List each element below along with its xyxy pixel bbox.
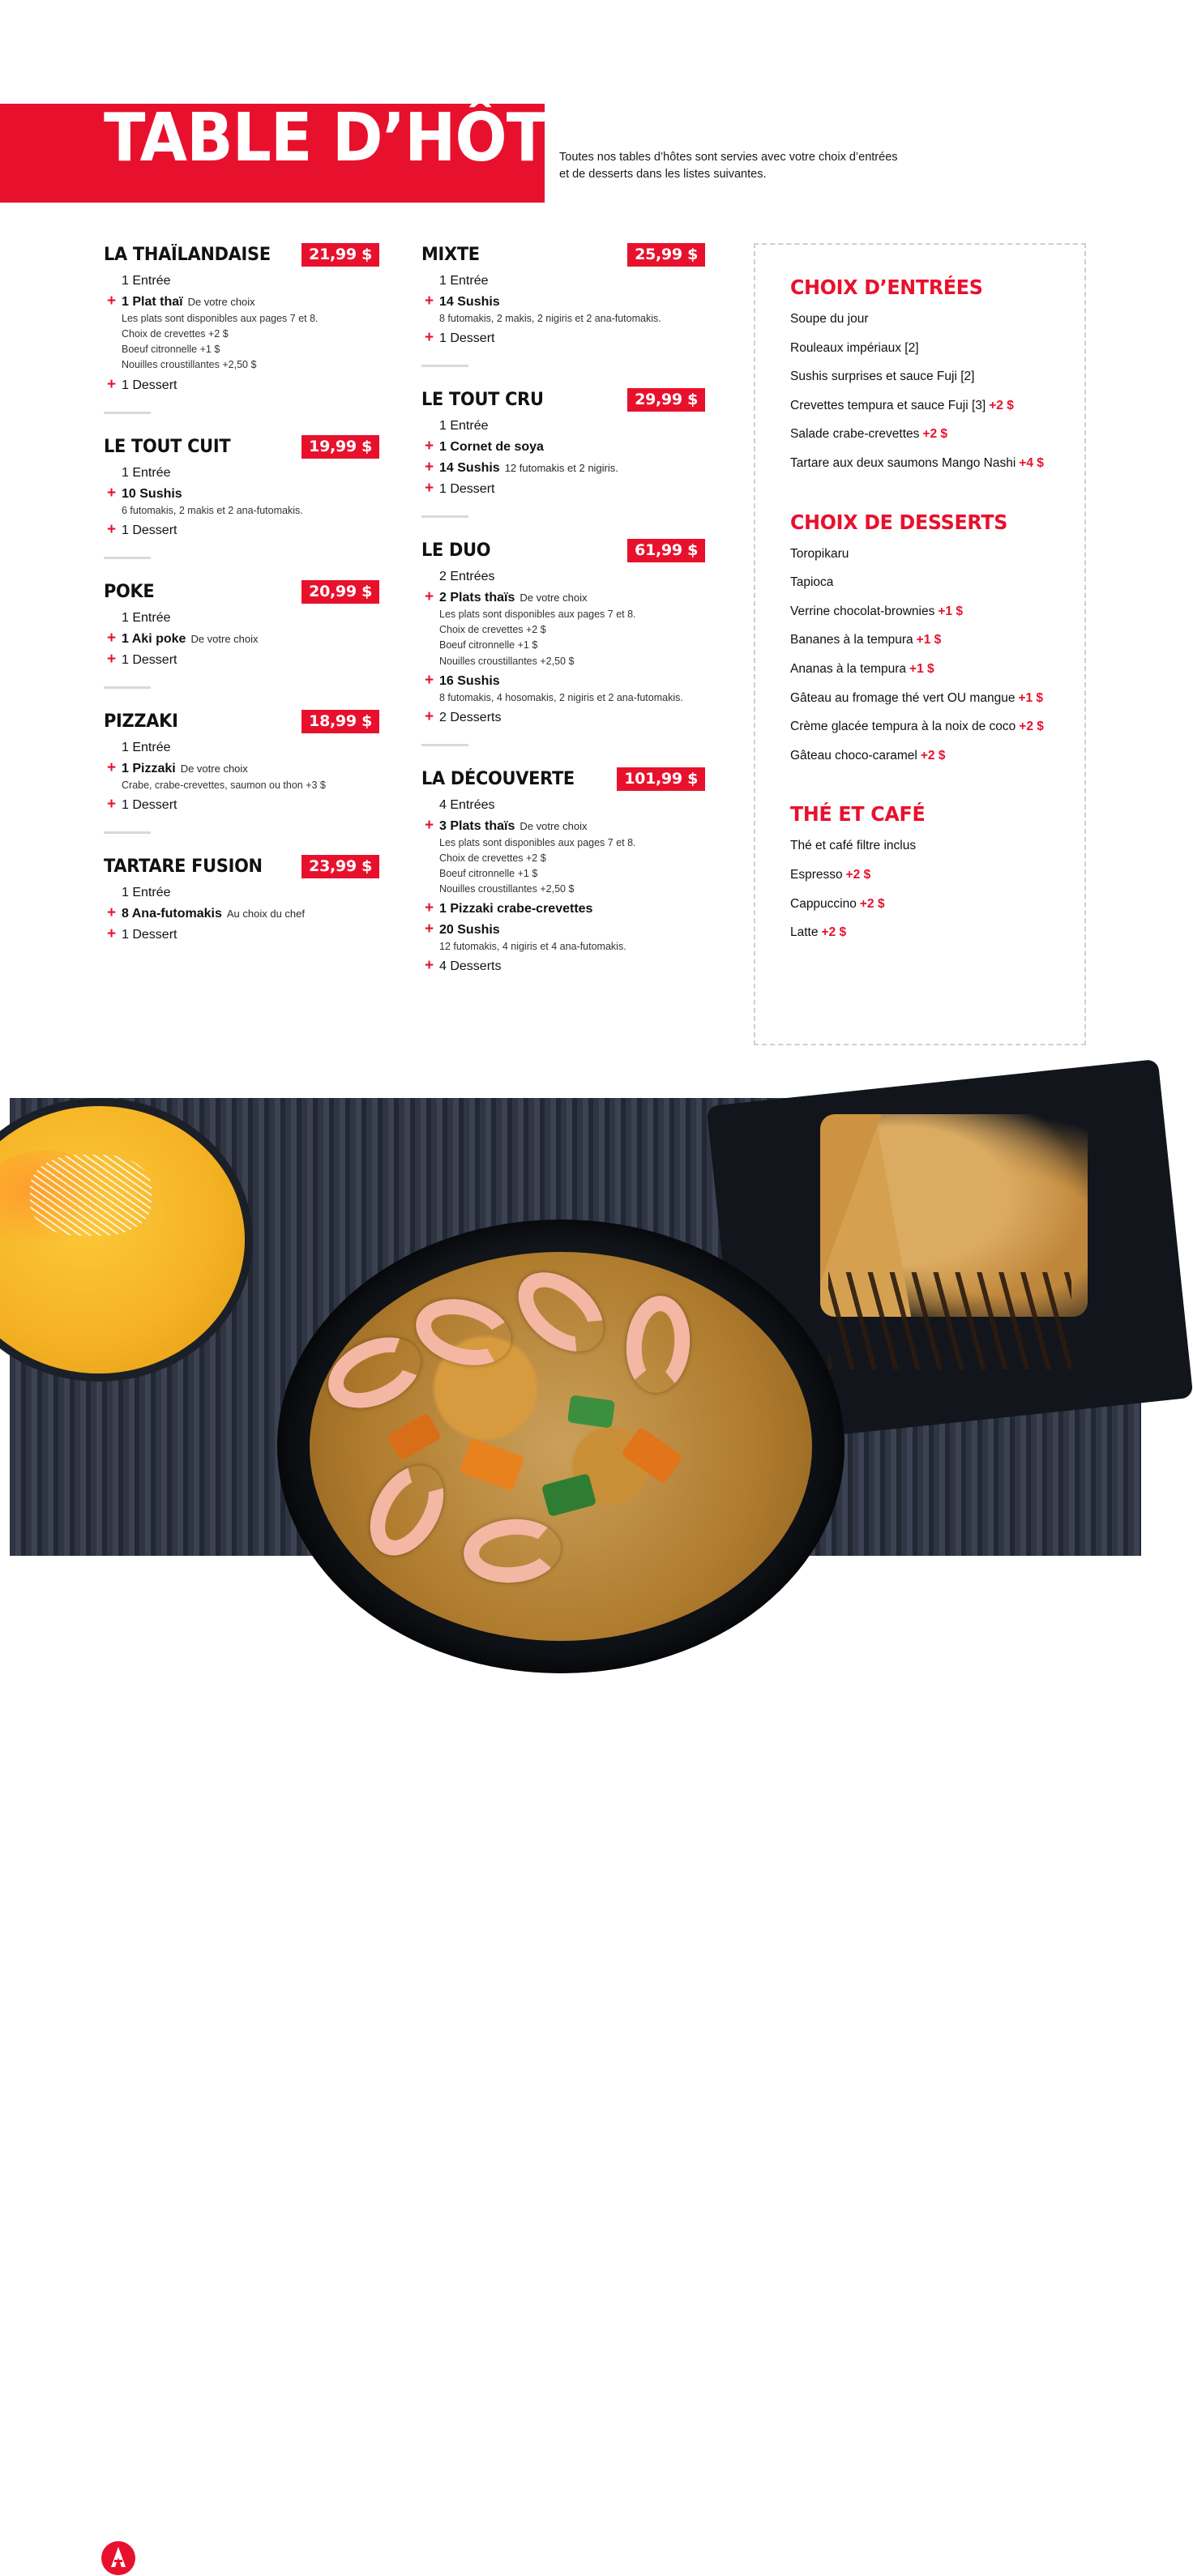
menu-line-sub: 12 futomakis, 4 nigiris et 4 ana-futomakis. bbox=[439, 941, 626, 953]
menu-item-price: 25,99 $ bbox=[627, 243, 705, 267]
menu-item-title: LA THAÏLANDAISE bbox=[104, 245, 271, 265]
panel-item-label: Tartare aux deux saumons Mango Nashi bbox=[790, 455, 1016, 470]
menu-line-body bbox=[122, 797, 379, 814]
menu-line-body bbox=[439, 418, 705, 434]
plus-icon: + bbox=[107, 904, 117, 921]
menu-line-sub: Les plats sont disponibles aux pages 7 et 8. bbox=[439, 609, 636, 621]
photo-crispy-noodles bbox=[30, 1155, 152, 1236]
menu-line bbox=[104, 885, 379, 901]
menu-item-header bbox=[421, 767, 705, 791]
panel-list-item bbox=[790, 868, 1082, 883]
spacer bbox=[421, 569, 439, 583]
menu-line-main-text: 1 Aki poke bbox=[122, 631, 186, 646]
menu-item-title: LA DÉCOUVERTE bbox=[421, 768, 575, 789]
menu-line-body bbox=[122, 610, 379, 626]
menu-item-block bbox=[104, 243, 379, 414]
menu-item-title: MIXTE bbox=[421, 245, 480, 265]
menu-line-main-text: 1 Entrée bbox=[439, 274, 489, 288]
menu-line-sub: Nouilles croustillantes +2,50 $ bbox=[122, 359, 257, 371]
menu-line-main-text: 2 Plats thaïs bbox=[439, 591, 515, 605]
menu-line-body bbox=[439, 590, 705, 669]
header-subtitle: Toutes nos tables d’hôtes sont servies avec votre choix d’entrées et de desserts dans les listes suivantes. bbox=[559, 151, 898, 182]
panel-item-label: Crevettes tempura et sauce Fuji bbox=[790, 398, 969, 412]
panel-item-quantity: [2] bbox=[956, 370, 975, 384]
menu-line bbox=[104, 740, 379, 756]
spacer bbox=[104, 740, 122, 754]
menu-item-block bbox=[421, 243, 705, 367]
panel-item-label: Gâteau choco-caramel bbox=[790, 748, 917, 763]
panel-item-label: Tapioca bbox=[790, 575, 834, 590]
menu-line-note: De votre choix bbox=[520, 592, 588, 604]
menu-line-body bbox=[122, 740, 379, 756]
menu-line-body bbox=[439, 901, 705, 917]
menu-line-main-text: 2 Desserts bbox=[439, 710, 502, 724]
menu-line-label bbox=[439, 673, 705, 690]
menu-item-header bbox=[421, 243, 705, 267]
menu-line-sub: Boeuf citronnelle +1 $ bbox=[439, 639, 538, 651]
menu-line bbox=[104, 465, 379, 481]
menu-line-label bbox=[122, 523, 379, 539]
menu-line-body bbox=[122, 294, 379, 373]
menu-line-body bbox=[439, 797, 705, 814]
menu-line-note: Au choix du chef bbox=[226, 907, 305, 920]
menu-line-label bbox=[439, 460, 705, 476]
menu-item-title: PIZZAKI bbox=[104, 711, 178, 732]
panel-list-item bbox=[790, 691, 1082, 707]
panel-list-item bbox=[790, 575, 1082, 591]
panel-list-item bbox=[790, 749, 1082, 764]
menu-line-main-text: 1 Pizzaki bbox=[122, 761, 176, 775]
menu-line-main-text: 4 Desserts bbox=[439, 959, 502, 974]
spacer bbox=[421, 797, 439, 812]
menu-item-price: 61,99 $ bbox=[627, 539, 705, 562]
menu-line-body bbox=[122, 273, 379, 289]
menu-line-label bbox=[122, 797, 379, 814]
menu-line bbox=[104, 273, 379, 289]
menu-item-price: 101,99 $ bbox=[617, 767, 705, 791]
panel-item-label: Espresso bbox=[790, 867, 843, 882]
panel-item-label: Sushis surprises et sauce Fuji bbox=[790, 370, 957, 384]
restaurant-logo-icon bbox=[100, 2540, 136, 2576]
panel-item-upcharge: +2 $ bbox=[859, 896, 885, 911]
menu-line-main-text: 1 Dessert bbox=[122, 378, 177, 392]
menu-line-main-text: 20 Sushis bbox=[439, 923, 500, 938]
menu-line-label bbox=[439, 922, 705, 938]
menu-line-body bbox=[439, 818, 705, 897]
panel-item-upcharge: +2 $ bbox=[1019, 720, 1044, 734]
menu-line bbox=[421, 439, 705, 455]
menu-line-main-text: 1 Entrée bbox=[122, 465, 171, 480]
menu-column-2 bbox=[421, 243, 705, 996]
menu-line-label bbox=[439, 901, 705, 917]
panel-item-quantity: [3] bbox=[968, 398, 986, 412]
menu-line-label bbox=[439, 710, 705, 726]
plus-icon: + bbox=[425, 921, 434, 938]
menu-line-body bbox=[122, 761, 379, 792]
menu-line-label bbox=[439, 590, 705, 606]
plus-icon: + bbox=[107, 795, 117, 813]
plus-icon: + bbox=[107, 758, 117, 776]
menu-line bbox=[104, 631, 379, 647]
plus-icon: + bbox=[107, 484, 117, 502]
menu-line-body bbox=[439, 439, 705, 455]
plus-icon: + bbox=[425, 459, 434, 476]
menu-line-body bbox=[439, 959, 705, 975]
menu-line-body bbox=[439, 569, 705, 585]
panel-item-label: Latte bbox=[790, 925, 819, 940]
menu-item-price: 29,99 $ bbox=[627, 388, 705, 412]
menu-line bbox=[104, 294, 379, 373]
panel-list-item bbox=[790, 633, 1082, 648]
menu-line-body bbox=[439, 922, 705, 954]
menu-line-body bbox=[439, 273, 705, 289]
menu-line-main-text: 14 Sushis bbox=[439, 461, 500, 476]
menu-line-label bbox=[122, 465, 379, 481]
menu-line-body bbox=[122, 378, 379, 394]
spacer bbox=[104, 273, 122, 288]
menu-line-label bbox=[439, 331, 705, 347]
menu-line-label bbox=[122, 906, 379, 922]
page-number: 04 bbox=[68, 2548, 91, 2568]
spacer bbox=[104, 610, 122, 625]
menu-line bbox=[421, 922, 705, 954]
menu-line-main-text: 16 Sushis bbox=[439, 673, 500, 688]
panel-list-item bbox=[790, 341, 1082, 357]
menu-line-label bbox=[122, 610, 379, 626]
panel-list-item bbox=[790, 839, 1082, 854]
menu-line-main-text: 2 Entrées bbox=[439, 570, 495, 584]
menu-line bbox=[421, 901, 705, 917]
menu-line-label bbox=[439, 959, 705, 975]
menu-line bbox=[421, 818, 705, 897]
desserts-list bbox=[790, 547, 1082, 764]
plus-icon: + bbox=[425, 293, 434, 310]
menu-line bbox=[421, 797, 705, 814]
menu-line-body bbox=[439, 460, 705, 476]
menu-line-body bbox=[122, 465, 379, 481]
menu-line-label bbox=[122, 927, 379, 943]
panel-item-upcharge: +2 $ bbox=[821, 925, 847, 940]
plus-icon: + bbox=[425, 671, 434, 689]
menu-line bbox=[421, 590, 705, 669]
menu-line-label bbox=[439, 439, 705, 455]
menu-item-header bbox=[421, 539, 705, 562]
menu-line-sub: Choix de crevettes +2 $ bbox=[439, 852, 546, 864]
entrees-list bbox=[790, 312, 1082, 472]
menu-line bbox=[421, 418, 705, 434]
menu-item-header bbox=[104, 580, 379, 604]
menu-line-body bbox=[122, 927, 379, 943]
panel-item-upcharge: +2 $ bbox=[922, 427, 947, 442]
panel-list-item bbox=[790, 604, 1082, 620]
food-photo bbox=[10, 1098, 1141, 2568]
menu-line bbox=[104, 486, 379, 518]
menu-line-body bbox=[439, 294, 705, 326]
entrees-heading: CHOIX D’ENTRÉES bbox=[790, 276, 983, 299]
menu-item-header bbox=[104, 710, 379, 733]
menu-line-note: 12 futomakis et 2 nigiris. bbox=[504, 462, 618, 475]
plus-icon: + bbox=[425, 957, 434, 975]
menu-line-label bbox=[439, 481, 705, 498]
menu-line bbox=[421, 294, 705, 326]
choices-panel bbox=[790, 276, 1082, 955]
spacer bbox=[421, 418, 439, 433]
menu-line-label bbox=[439, 418, 705, 434]
menu-line-sub: Boeuf citronnelle +1 $ bbox=[439, 868, 538, 879]
menu-item-title: POKE bbox=[104, 581, 155, 602]
menu-line-label bbox=[122, 740, 379, 756]
panel-item-label: Bananes à la tempura bbox=[790, 633, 913, 647]
menu-line-note: De votre choix bbox=[520, 819, 588, 832]
plus-icon: + bbox=[107, 629, 117, 647]
menu-line bbox=[421, 481, 705, 498]
menu-line-main-text: 10 Sushis bbox=[122, 486, 182, 501]
menu-line bbox=[421, 707, 705, 726]
menu-line-main-text: 1 Cornet de soya bbox=[439, 440, 544, 455]
panel-item-upcharge: +1 $ bbox=[916, 633, 942, 647]
spacer bbox=[421, 273, 439, 288]
menu-item-title: LE TOUT CRU bbox=[421, 390, 544, 411]
menu-item-price: 21,99 $ bbox=[301, 243, 379, 267]
menu-item-block bbox=[104, 855, 379, 943]
menu-line-sub: Boeuf citronnelle +1 $ bbox=[122, 344, 220, 356]
menu-line-sub: Crabe, crabe-crevettes, saumon ou thon +3 $ bbox=[122, 779, 326, 791]
menu-line-sub: Les plats sont disponibles aux pages 7 et 8. bbox=[122, 313, 319, 324]
panel-item-upcharge: +2 $ bbox=[989, 398, 1014, 412]
menu-line-sub: Nouilles croustillantes +2,50 $ bbox=[439, 883, 575, 895]
menu-line bbox=[104, 375, 379, 394]
panel-list-item bbox=[790, 925, 1082, 941]
menu-line bbox=[421, 273, 705, 289]
menu-line-label bbox=[439, 818, 705, 835]
menu-line-label bbox=[439, 273, 705, 289]
menu-line-main-text: 1 Dessert bbox=[439, 331, 495, 346]
menu-item-price: 23,99 $ bbox=[301, 855, 379, 878]
menu-line bbox=[104, 758, 379, 792]
menu-line-label bbox=[122, 631, 379, 647]
menu-line bbox=[421, 569, 705, 585]
panel-list-item bbox=[790, 897, 1082, 912]
menu-line-main-text: 1 Dessert bbox=[122, 652, 177, 667]
menu-item-block bbox=[104, 710, 379, 834]
menu-line-body bbox=[439, 481, 705, 498]
panel-item-label: Verrine chocolat-brownies bbox=[790, 604, 935, 618]
menu-line bbox=[104, 927, 379, 943]
menu-item-header bbox=[104, 855, 379, 878]
menu-item-header bbox=[421, 388, 705, 412]
menu-line bbox=[104, 797, 379, 814]
menu-item-header bbox=[104, 435, 379, 459]
menu-line bbox=[421, 331, 705, 347]
panel-item-label: Crème glacée tempura à la noix de coco bbox=[790, 720, 1016, 734]
plus-icon: + bbox=[425, 899, 434, 917]
menu-item-title: TARTARE FUSION bbox=[104, 856, 263, 877]
menu-line-sub: 6 futomakis, 2 makis et 2 ana-futomakis. bbox=[122, 504, 303, 516]
menu-line-body bbox=[122, 906, 379, 922]
menu-line-body bbox=[439, 673, 705, 705]
panel-item-label: Ananas à la tempura bbox=[790, 661, 907, 676]
panel-item-label: Cappuccino bbox=[790, 896, 857, 911]
menu-line-sub: 8 futomakis, 2 makis, 2 nigiris et 2 ana-futomakis. bbox=[439, 313, 661, 324]
menu-line-main-text: 1 Entrée bbox=[439, 419, 489, 434]
menu-line-label bbox=[122, 761, 379, 777]
plus-icon: + bbox=[425, 816, 434, 834]
menu-item-price: 18,99 $ bbox=[301, 710, 379, 733]
menu-line bbox=[104, 652, 379, 669]
menu-line-body bbox=[439, 710, 705, 726]
menu-line-body bbox=[439, 331, 705, 347]
plus-icon: + bbox=[425, 329, 434, 347]
menu-line-label bbox=[122, 378, 379, 394]
panel-item-upcharge: +2 $ bbox=[845, 867, 871, 882]
menu-line-main-text: 4 Entrées bbox=[439, 797, 495, 812]
plus-icon: + bbox=[107, 925, 117, 942]
menu-line-note: De votre choix bbox=[180, 762, 248, 775]
panel-list-item bbox=[790, 312, 1082, 327]
menu-line bbox=[104, 610, 379, 626]
panel-list-item bbox=[790, 427, 1082, 442]
menu-line-label bbox=[122, 294, 379, 310]
spacer bbox=[104, 465, 122, 480]
panel-item-upcharge: +4 $ bbox=[1019, 455, 1044, 470]
plus-icon: + bbox=[425, 588, 434, 606]
menu-line-label bbox=[439, 294, 705, 310]
menu-line-sub: Choix de crevettes +2 $ bbox=[122, 328, 229, 340]
panel-item-upcharge: +1 $ bbox=[938, 604, 963, 618]
menu-line-sub: Nouilles croustillantes +2,50 $ bbox=[439, 655, 575, 667]
menu-item-block bbox=[104, 580, 379, 689]
plus-icon: + bbox=[425, 707, 434, 725]
plus-icon: + bbox=[107, 293, 117, 310]
menu-line-main-text: 1 Pizzaki crabe-crevettes bbox=[439, 902, 593, 916]
drinks-heading: THÉ ET CAFÉ bbox=[790, 802, 926, 827]
menu-line-main-text: 1 Dessert bbox=[439, 482, 495, 497]
menu-line bbox=[421, 673, 705, 705]
panel-item-quantity: [2] bbox=[901, 340, 919, 355]
menu-line-main-text: 8 Ana-futomakis bbox=[122, 906, 222, 921]
menu-line-label bbox=[122, 885, 379, 901]
spacer bbox=[104, 885, 122, 899]
menu-line-body bbox=[122, 885, 379, 901]
menu-line-body bbox=[122, 486, 379, 518]
menu-line-main-text: 14 Sushis bbox=[439, 295, 500, 309]
menu-item-title: LE DUO bbox=[421, 540, 491, 562]
menu-line-sub: 8 futomakis, 4 hosomakis, 2 nigiris et 2 ana-futomakis. bbox=[439, 691, 683, 703]
menu-line-label bbox=[122, 273, 379, 289]
menu-line-main-text: 1 Plat thaï bbox=[122, 295, 183, 309]
menu-line-body bbox=[122, 652, 379, 669]
menu-item-header bbox=[104, 243, 379, 267]
panel-item-label: Gâteau au fromage thé vert OU mangue bbox=[790, 690, 1016, 705]
panel-item-label: Thé et café filtre inclus bbox=[790, 839, 917, 853]
menu-line-main-text: 1 Entrée bbox=[122, 885, 171, 899]
panel-list-item bbox=[790, 547, 1082, 562]
panel-item-label: Salade crabe-crevettes bbox=[790, 427, 920, 442]
menu-line-note: De votre choix bbox=[187, 296, 255, 308]
menu-item-block bbox=[421, 539, 705, 746]
menu-line-sub: Les plats sont disponibles aux pages 7 et 8. bbox=[439, 836, 636, 848]
panel-list-item bbox=[790, 370, 1082, 385]
panel-list-item bbox=[790, 399, 1082, 414]
panel-item-label: Toropikaru bbox=[790, 546, 849, 561]
panel-item-upcharge: +2 $ bbox=[920, 748, 946, 763]
plus-icon: + bbox=[107, 375, 117, 393]
menu-line-body bbox=[122, 631, 379, 647]
menu-item-block bbox=[421, 767, 705, 976]
menu-line-label bbox=[439, 569, 705, 585]
panel-list-item bbox=[790, 720, 1082, 735]
panel-item-upcharge: +1 $ bbox=[1018, 690, 1044, 705]
menu-column-1 bbox=[104, 243, 379, 964]
panel-list-item bbox=[790, 456, 1082, 472]
menu-item-price: 20,99 $ bbox=[301, 580, 379, 604]
menu-line-main-text: 1 Entrée bbox=[122, 274, 171, 288]
menu-line-main-text: 1 Dessert bbox=[122, 797, 177, 812]
plus-icon: + bbox=[107, 650, 117, 668]
desserts-heading: CHOIX DE DESSERTS bbox=[790, 510, 1008, 534]
menu-line-sub: Choix de crevettes +2 $ bbox=[439, 624, 546, 636]
menu-line-main-text: 3 Plats thaïs bbox=[439, 818, 515, 833]
menu-item-block bbox=[421, 388, 705, 518]
menu-line-label bbox=[439, 797, 705, 814]
panel-item-upcharge: +1 $ bbox=[909, 661, 934, 676]
menu-line-note: De votre choix bbox=[190, 632, 259, 645]
menu-line-label bbox=[122, 652, 379, 669]
panel-list-item bbox=[790, 662, 1082, 677]
drinks-list bbox=[790, 839, 1082, 940]
menu-item-block bbox=[104, 435, 379, 559]
menu-line-main-text: 1 Dessert bbox=[122, 927, 177, 942]
menu-line-main-text: 1 Dessert bbox=[122, 523, 177, 537]
menu-line bbox=[104, 906, 379, 922]
plus-icon: + bbox=[107, 520, 117, 538]
plus-icon: + bbox=[425, 438, 434, 455]
menu-line-body bbox=[122, 523, 379, 539]
menu-line bbox=[421, 460, 705, 476]
menu-line bbox=[421, 959, 705, 975]
plus-icon: + bbox=[425, 480, 434, 498]
menu-line-main-text: 1 Entrée bbox=[122, 610, 171, 625]
panel-item-label: Soupe du jour bbox=[790, 312, 869, 326]
menu-line-label bbox=[122, 486, 379, 502]
menu-item-title: LE TOUT CUIT bbox=[104, 436, 231, 457]
menu-line bbox=[104, 520, 379, 539]
panel-item-label: Rouleaux impériaux bbox=[790, 340, 901, 355]
menu-line-main-text: 1 Entrée bbox=[122, 740, 171, 754]
page-title: TABLE D’HÔTE bbox=[104, 100, 588, 177]
menu-item-price: 19,99 $ bbox=[301, 435, 379, 459]
photo-chocolate-drizzle bbox=[828, 1272, 1071, 1369]
